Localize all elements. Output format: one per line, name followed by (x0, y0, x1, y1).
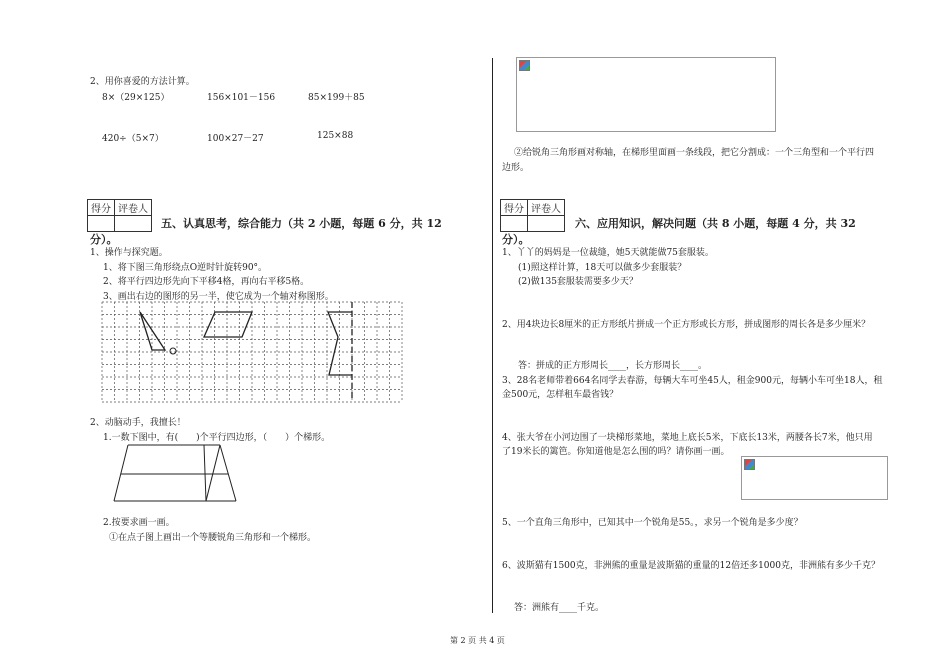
r-q2b: ②给锐角三角形画对称轴，在梯形里面画一条线段，把它分割成：一个三角型和一个平行四 (514, 148, 875, 158)
q1-b: (2)做135套服装需要多少天？ (518, 277, 638, 287)
q2-answer: 答：拼成的正方形周长____，长方形周长____。 (518, 361, 708, 371)
grader-label: 评卷人 (528, 200, 565, 216)
q1: 1、丫丫的妈妈是一位裁缝，她5天就能做75套服装。 (502, 248, 714, 258)
s5-q1: 1、操作与探究题。 (90, 248, 168, 258)
section6-title: 六、应用知识，解决问题（共 8 小题，每题 4 分，共 32 (575, 217, 856, 230)
score-table (500, 199, 565, 232)
score-label: 得分 (501, 200, 528, 216)
s5-q2-2a: ①在点子图上画出一个等腰锐角三角形和一个梯形。 (109, 533, 317, 543)
column-divider (492, 58, 493, 613)
r-q2b-cont: 边形。 (502, 163, 530, 173)
calc-item: 8×（29×125） (102, 93, 170, 103)
s5-q1-2: 2、将平行四边形先向下平移4格，再向右平移5格。 (103, 277, 310, 287)
calc-item: 85×199＋85 (308, 93, 365, 103)
image-placeholder-icon (519, 60, 530, 71)
score-table (87, 199, 152, 232)
section5-title: 五、认真思考，综合能力（共 2 小题，每题 6 分，共 12 (161, 217, 442, 230)
half-shape (328, 312, 352, 375)
page-footer: 第 2 页 共 4 页 (450, 636, 505, 645)
q5: 5、一个直角三角形中，已知其中一个锐角是55。，求另一个锐角是多少度？ (502, 518, 803, 528)
q1-a: (1)照这样计算，18天可以做多少套服装？ (518, 263, 687, 273)
triangle-shape (140, 312, 165, 350)
q3-cont: 金500元，怎样租车最省钱？ (502, 390, 619, 400)
answer-box[interactable] (741, 456, 888, 500)
s5-q2: 2、动脑动手，我擅长！ (90, 418, 186, 428)
q3: 3、28名老师带着664名同学去春游，每辆大车可坐45人，租金900元，每辆小车可坐18人，租 (502, 376, 883, 386)
section5-title-cont: 分）。 (90, 233, 118, 246)
calc-item: 420÷（5×7） (102, 134, 164, 144)
s5-q2-1: 1.一数下图中，有( )个平行四边形，（ ）个梯形。 (103, 433, 331, 443)
q4-cont: 了19米长的篱笆。你知道他是怎么围的吗？请你画一画。 (502, 447, 730, 457)
calc-item: 100×27－27 (207, 134, 264, 144)
image-placeholder-icon (744, 459, 755, 470)
parallelogram-shape (204, 312, 252, 337)
section6-title-cont: 分）。 (502, 233, 530, 246)
calc-item: 125×88 (317, 131, 354, 141)
q6-answer: 答：洲熊有____千克。 (514, 603, 605, 613)
answer-box[interactable] (516, 57, 776, 132)
grid-figure (100, 300, 410, 405)
point-o (170, 348, 176, 354)
score-label: 得分 (88, 200, 115, 216)
grader-cell[interactable] (115, 216, 152, 232)
score-cell[interactable] (501, 216, 528, 232)
grader-cell[interactable] (528, 216, 565, 232)
q2: 2、用4块边长8厘米的正方形纸片拼成一个正方形或长方形，拼成图形的周长各是多少厘米？ (502, 320, 871, 330)
s5-q1-1: 1、将下图三角形绕点O逆时针旋转90°。 (103, 263, 268, 273)
s5-q2-2: 2.按要求画一画。 (103, 518, 175, 528)
score-cell[interactable] (88, 216, 115, 232)
s5-q1-3: 3、画出右边的图形的另一半，使它成为一个轴对称图形。 (103, 292, 334, 302)
q4: 4、张大爷在小河边围了一块梯形菜地，菜地上底长5米，下底长13米，两腰各长7米，他只用 (502, 433, 873, 443)
calc-item: 156×101－156 (207, 93, 276, 103)
shapes-figure (110, 443, 240, 505)
grader-label: 评卷人 (115, 200, 152, 216)
q6: 6、波斯猫有1500克，非洲熊的重量是波斯猫的重量的12倍还多1000克，非洲熊有多少千克？ (502, 561, 880, 571)
q2-title: 2、用你喜爱的方法计算。 (90, 77, 195, 87)
